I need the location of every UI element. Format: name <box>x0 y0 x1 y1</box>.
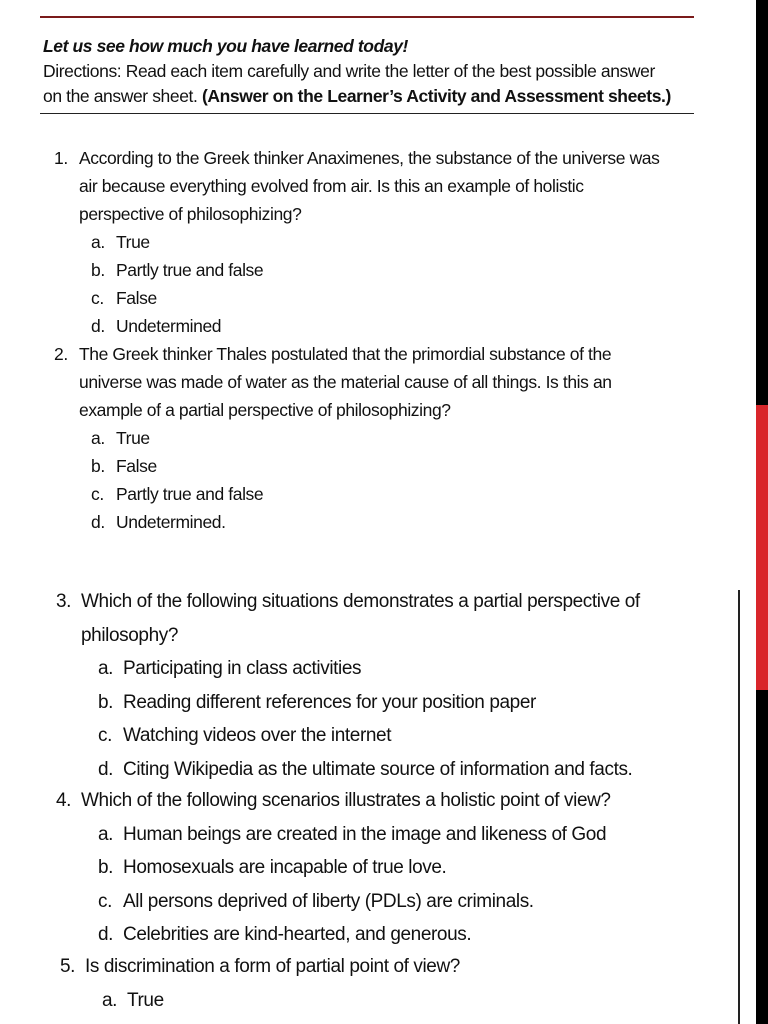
question-1-stem <box>54 144 714 228</box>
option-text: Partly true and false <box>116 484 264 504</box>
question-3 <box>56 585 736 786</box>
option-5a <box>102 984 736 1018</box>
header-title: Let us see how much you have learned today! <box>43 36 408 56</box>
directions-line-2-bold: (Answer on the Learner’s Activity and Assessment sheets.) <box>201 86 671 106</box>
right-edge-accent <box>756 405 768 690</box>
question-3-stem-line: Which of the following situations demonstrates a partial perspective of <box>81 591 640 612</box>
option-text: True <box>116 232 150 252</box>
option-letter: d. <box>98 924 114 945</box>
option-text: False <box>116 456 157 476</box>
option-3d <box>98 753 736 787</box>
question-3-options <box>98 652 736 786</box>
question-1-stem-line: According to the Greek thinker Anaximenes, the substance of the universe was <box>79 148 660 168</box>
question-3-stem-line: philosophy? <box>81 624 179 646</box>
option-3b <box>98 686 736 720</box>
question-5-options <box>102 984 736 1018</box>
option-letter: b. <box>91 260 105 280</box>
option-letter: d. <box>91 316 105 336</box>
question-5-stem-line: Is discrimination a form of partial point of view? <box>85 956 460 977</box>
right-margin-line <box>738 590 740 1024</box>
option-letter: a. <box>98 658 114 679</box>
option-text: All persons deprived of liberty (PDLs) are criminals. <box>123 890 534 912</box>
option-text: False <box>116 288 157 308</box>
question-2-stem <box>54 340 714 424</box>
option-text: Participating in class activities <box>123 658 362 679</box>
question-3-number: 3. <box>56 591 72 612</box>
question-2-number: 2. <box>54 344 68 364</box>
option-text: Citing Wikipedia as the ultimate source of information and facts. <box>123 758 633 780</box>
option-text: Homosexuals are incapable of true love. <box>123 857 447 878</box>
option-3c <box>98 719 736 753</box>
question-1-number: 1. <box>54 148 68 168</box>
question-3-stem <box>56 585 736 652</box>
option-1c <box>91 284 714 312</box>
question-2-options <box>91 424 714 536</box>
option-letter: b. <box>91 456 105 476</box>
question-2-stem-line: The Greek thinker Thales postulated that the primordial substance of the <box>79 344 612 364</box>
option-1a <box>91 228 714 256</box>
option-letter: c. <box>98 890 112 912</box>
question-4-stem-line: Which of the following scenarios illustrates a holistic point of view? <box>81 790 611 811</box>
option-text: Partly true and false <box>116 260 264 280</box>
directions-line-2 <box>43 84 693 109</box>
header-divider <box>40 113 694 114</box>
option-letter: d. <box>91 512 105 532</box>
question-4-number: 4. <box>56 790 72 811</box>
question-1 <box>54 144 714 340</box>
option-text: True <box>116 428 150 448</box>
question-4-stem <box>56 784 736 818</box>
option-letter: c. <box>91 484 104 504</box>
question-2-stem-line: universe was made of water as the material cause of all things. Is this an <box>79 372 612 392</box>
question-5-stem <box>60 950 736 984</box>
option-letter: d. <box>98 758 114 780</box>
directions-line-2-text: on the answer sheet. <box>43 86 202 106</box>
option-4d <box>98 918 736 952</box>
directions-line-1: Directions: Read each item carefully and write the letter of the best possible answer <box>43 61 655 81</box>
question-5-number: 5. <box>60 956 76 977</box>
option-1b <box>91 256 714 284</box>
option-4b <box>98 851 736 885</box>
option-4a <box>98 818 736 852</box>
question-5 <box>60 950 736 1017</box>
option-text: Reading different references for your position paper <box>123 691 536 713</box>
option-3a <box>98 652 736 686</box>
option-letter: a. <box>91 232 105 252</box>
option-letter: a. <box>98 823 114 845</box>
question-4-options <box>98 818 736 952</box>
question-1-stem-line: air because everything evolved from air. Is this an example of holistic <box>79 176 584 196</box>
option-2c <box>91 480 714 508</box>
option-2d <box>91 508 714 536</box>
option-text: Watching videos over the internet <box>123 725 392 746</box>
question-2-stem-line: example of a partial perspective of philosophizing? <box>79 400 451 420</box>
assessment-header <box>43 34 693 109</box>
question-1-options <box>91 228 714 340</box>
question-2 <box>54 340 714 536</box>
question-1-stem-line: perspective of philosophizing? <box>79 204 302 224</box>
option-4c <box>98 885 736 919</box>
question-4 <box>56 784 736 952</box>
option-text: True <box>127 989 164 1011</box>
option-letter: a. <box>91 428 105 448</box>
option-letter: c. <box>91 288 104 308</box>
option-text: Undetermined. <box>116 512 226 532</box>
top-rule <box>40 16 694 18</box>
option-letter: b. <box>98 857 114 878</box>
option-text: Celebrities are kind-hearted, and generous. <box>123 924 472 945</box>
option-text: Human beings are created in the image and likeness of God <box>123 823 607 845</box>
option-2a <box>91 424 714 452</box>
option-letter: a. <box>102 989 118 1011</box>
option-2b <box>91 452 714 480</box>
option-letter: b. <box>98 691 114 713</box>
option-1d <box>91 312 714 340</box>
option-letter: c. <box>98 725 112 746</box>
option-text: Undetermined <box>116 316 222 336</box>
